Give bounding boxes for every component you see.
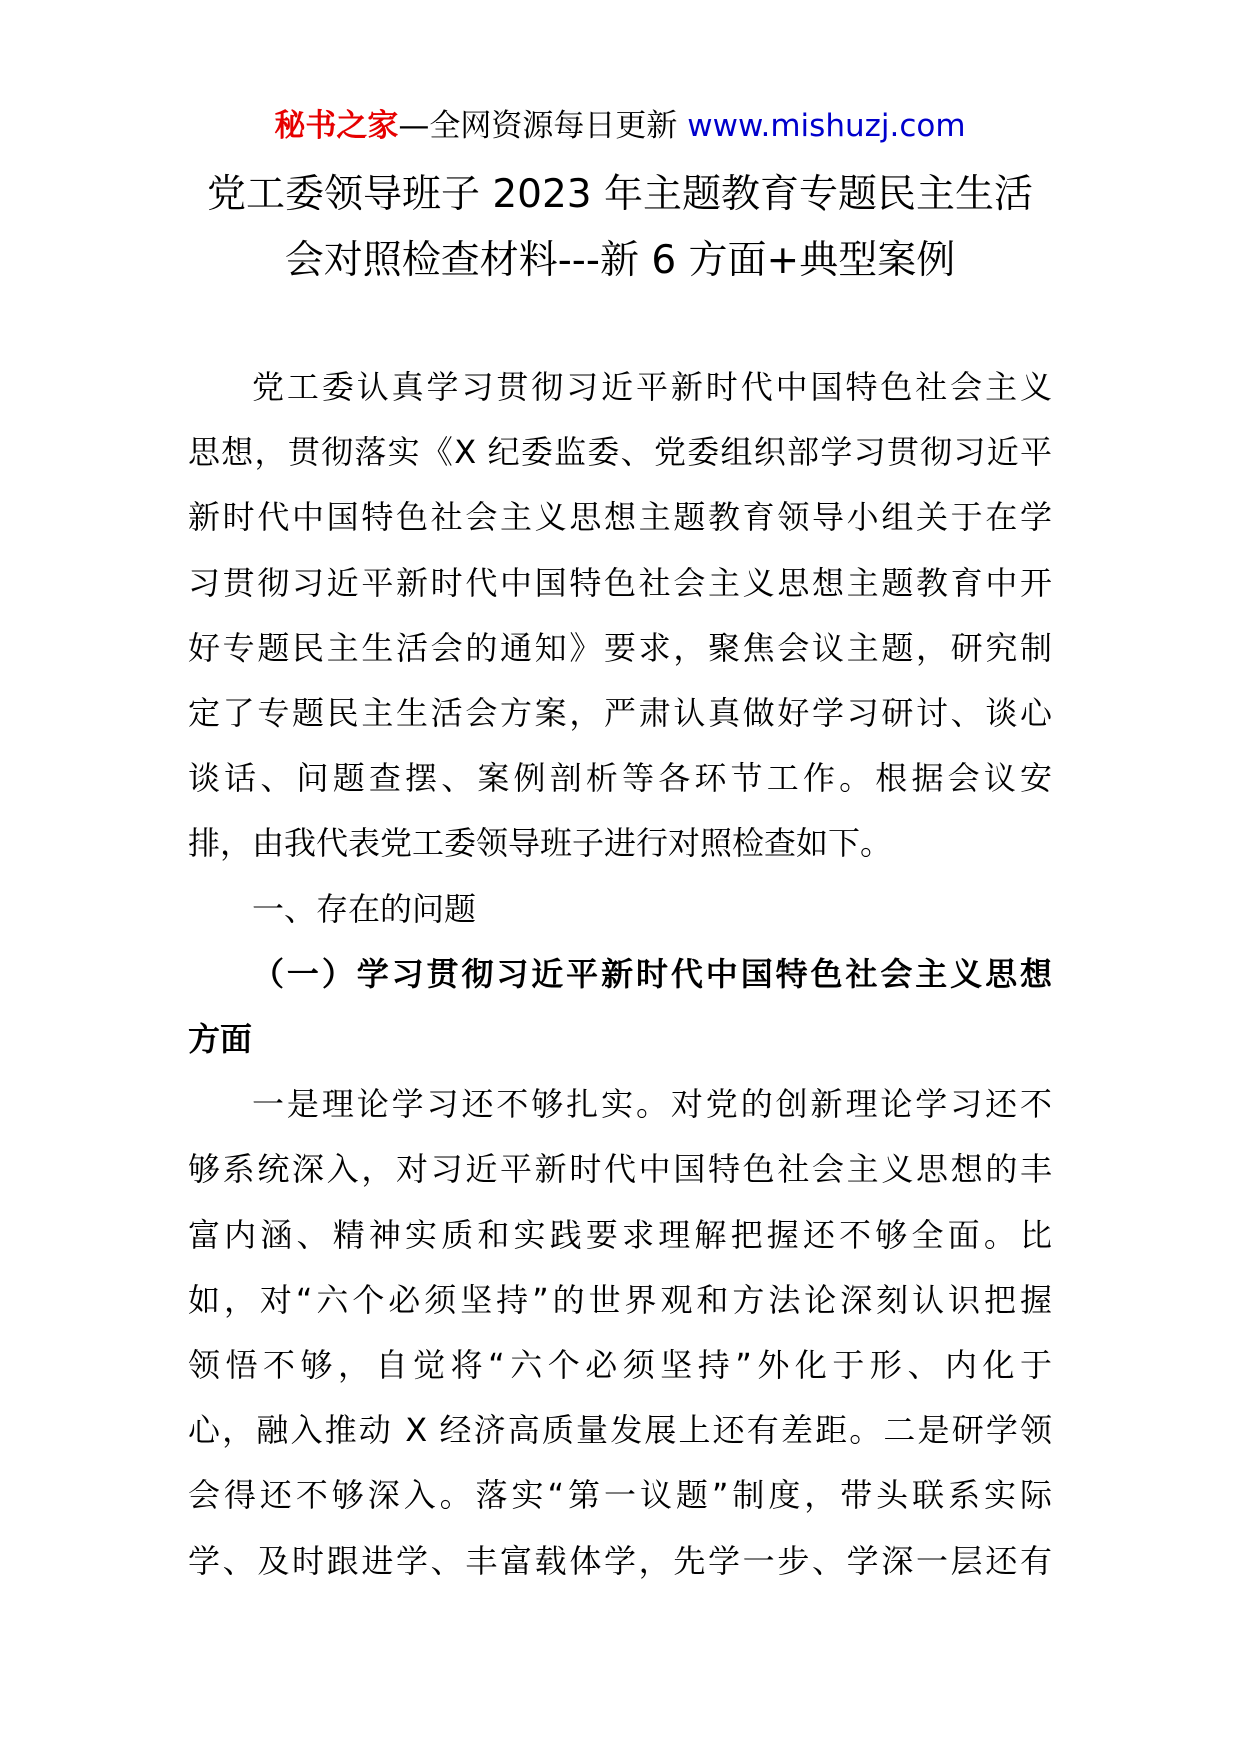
text-line: 够系统深入，对习近平新时代中国特色社会主义思想的丰 [188, 1150, 1052, 1189]
title-line-2: 会对照检查材料---新 6 方面+典型案例 [284, 238, 956, 283]
text-line: 新时代中国特色社会主义思想主题教育领导小组关于在学 [188, 498, 1052, 537]
text-line: 会得还不够深入。落实“第一议题”制度，带头联系实际 [188, 1476, 1052, 1515]
document-title [0, 162, 1240, 294]
section-heading [188, 877, 1052, 942]
banner-url-link[interactable]: www.mishuzj.com [687, 108, 966, 144]
document-body [188, 355, 1052, 1594]
text-line: 领悟不够，自觉将“六个必须坚持”外化于形、内化于 [188, 1346, 1052, 1385]
text-line: 思想，贯彻落实《X 纪委监委、党委组织部学习贯彻习近平 [188, 433, 1052, 472]
sub-heading-line: （一）学习贯彻习近平新时代中国特色社会主义思想 [252, 954, 1052, 993]
intro-paragraph [188, 355, 1052, 877]
banner-brand: 秘书之家 [274, 108, 399, 144]
banner-slogan: —全网资源每日更新 [398, 108, 678, 144]
text-line: 习贯彻习近平新时代中国特色社会主义思想主题教育中开 [188, 563, 1052, 602]
text-line: 一是理论学习还不够扎实。对党的创新理论学习还不 [252, 1085, 1052, 1124]
text-line: 党工委认真学习贯彻习近平新时代中国特色社会主义 [252, 368, 1052, 406]
sub-heading-line: 方面 [188, 1020, 253, 1059]
section-heading-text: 一、存在的问题 [252, 889, 477, 928]
text-line: 排，由我代表党工委领导班子进行对照检查如下。 [188, 824, 893, 863]
site-banner [0, 98, 1240, 154]
text-line: 富内涵、精神实质和实践要求理解把握还不够全面。比 [188, 1215, 1052, 1254]
title-line-1: 党工委领导班子 2023 年主题教育专题民主生活 [206, 172, 1034, 217]
sub-heading [188, 942, 1052, 1072]
text-line: 定了专题民主生活会方案，严肃认真做好学习研讨、谈心 [188, 694, 1052, 733]
point-paragraph [188, 1072, 1052, 1594]
text-line: 好专题民主生活会的通知》要求，聚焦会议主题，研究制 [188, 628, 1052, 667]
text-line: 谈话、问题查摆、案例剖析等各环节工作。根据会议安 [188, 759, 1052, 798]
text-line: 学、及时跟进学、丰富载体学，先学一步、学深一层还有 [188, 1541, 1052, 1580]
text-line: 心，融入推动 X 经济高质量发展上还有差距。二是研学领 [188, 1411, 1052, 1450]
text-line: 如，对“六个必须坚持”的世界观和方法论深刻认识把握 [188, 1280, 1052, 1319]
